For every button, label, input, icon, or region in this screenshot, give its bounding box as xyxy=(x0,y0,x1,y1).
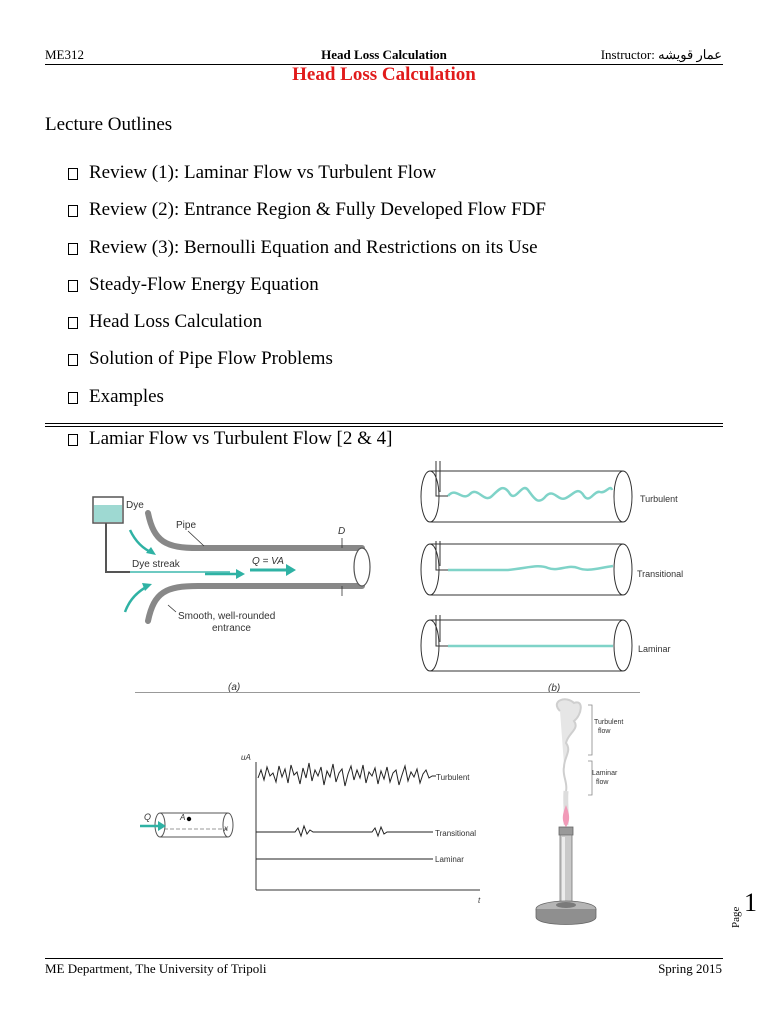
checkbox-icon xyxy=(68,317,78,329)
pipe-leader xyxy=(188,531,204,546)
outline-heading: Lecture Outlines xyxy=(45,114,173,135)
diameter-label: D xyxy=(338,526,346,537)
checkbox-icon xyxy=(68,434,78,446)
checkbox-icon xyxy=(68,168,78,180)
arrowhead-icon xyxy=(286,564,296,576)
reynolds-apparatus-figure xyxy=(90,470,390,695)
laminar-flow-label: Laminar xyxy=(592,770,618,777)
x-label: x xyxy=(224,824,228,833)
page-title: Head Loss Calculation xyxy=(292,64,476,85)
burner-top xyxy=(559,827,573,835)
flow-regimes-figure xyxy=(418,460,708,695)
section-heading-text: Lamiar Flow vs Turbulent Flow [2 & 4] xyxy=(89,428,393,449)
burner-base xyxy=(536,909,596,925)
outline-item-text: Examples xyxy=(89,385,164,407)
turbulent-bracket xyxy=(588,705,592,755)
arrowhead-icon xyxy=(236,569,245,579)
burner-tube xyxy=(560,835,572,903)
transitional-trace xyxy=(256,826,433,836)
laminar-pipe xyxy=(421,615,632,671)
turbulent-trace-label: Turbulent xyxy=(436,773,470,782)
checkbox-icon xyxy=(68,243,78,255)
q-label: Q xyxy=(144,812,152,822)
entrance-label: Smooth, well-rounded xyxy=(178,611,276,622)
transitional-trace-label: Transitional xyxy=(435,829,477,838)
section-heading xyxy=(68,428,392,450)
turbulent-label: Turbulent xyxy=(640,494,678,504)
outline-item-text: Steady-Flow Energy Equation xyxy=(89,273,319,295)
outline-item-text: Review (1): Laminar Flow vs Turbulent Flow xyxy=(89,162,437,183)
course-code: ME312 xyxy=(45,47,84,62)
point-label: A xyxy=(180,813,186,822)
probe-pipe xyxy=(155,813,233,837)
outline-item-text: Head Loss Calculation xyxy=(89,311,263,333)
section-rule xyxy=(45,423,723,424)
outline-item xyxy=(68,199,546,236)
q-equation: Q = VA xyxy=(252,556,284,567)
bunsen-smoke-figure xyxy=(520,695,640,935)
outline-item xyxy=(68,386,546,423)
dye-label: Dye xyxy=(126,500,144,511)
checkbox-icon xyxy=(68,280,78,292)
outline-item xyxy=(68,348,546,385)
laminar-label: Laminar xyxy=(638,644,671,654)
outline-item xyxy=(68,237,546,274)
instructor: Instructor: عمار قويشه xyxy=(600,47,722,62)
outline-list xyxy=(68,162,546,423)
turbulent-flow-label: Turbulent xyxy=(594,719,624,726)
transitional-streak xyxy=(448,566,613,570)
outline-item-text: Review (2): Entrance Region & Fully Developed Flow FDF xyxy=(89,199,546,221)
turbulent-streak xyxy=(448,488,612,501)
transitional-label: Transitional xyxy=(637,569,684,579)
header-title: Head Loss Calculation xyxy=(321,47,447,62)
pipe-label: Pipe xyxy=(176,520,197,531)
footer-term: Spring 2015 xyxy=(658,961,722,976)
dye-tube xyxy=(106,523,130,572)
outline-item xyxy=(68,162,546,199)
outline-item-text: Review (3): Bernoulli Equation and Restrictions on its Use xyxy=(89,236,538,258)
flow-arrow-icon xyxy=(125,586,148,612)
transitional-pipe xyxy=(421,541,632,595)
page-number-value: 1 xyxy=(744,888,757,917)
x-axis-label: t xyxy=(478,896,481,905)
dye-streak-label: Dye streak xyxy=(132,559,180,570)
laminar-flow-label: flow xyxy=(596,779,609,786)
burner-collar xyxy=(556,902,576,908)
checkbox-icon xyxy=(68,392,78,404)
burner-highlight xyxy=(562,837,565,901)
entrance-leader xyxy=(168,605,176,612)
outline-item xyxy=(68,274,546,311)
turbulent-flow-label: flow xyxy=(598,728,611,735)
laminar-trace-label: Laminar xyxy=(435,855,464,864)
turbulent-pipe xyxy=(421,461,632,522)
caption-a: (a) xyxy=(228,682,241,693)
footer-department: ME Department, The University of Tripoli xyxy=(45,961,267,976)
section-rule xyxy=(45,426,723,427)
pipe-end xyxy=(354,548,370,586)
turbulent-trace xyxy=(258,763,432,786)
caption-b: (b) xyxy=(548,683,561,694)
velocity-trace-figure xyxy=(140,748,485,905)
checkbox-icon xyxy=(68,354,78,366)
checkbox-icon xyxy=(68,205,78,217)
page-label: Page xyxy=(730,906,742,928)
turbulent-smoke xyxy=(557,699,581,791)
entrance-label: entrance xyxy=(212,623,251,634)
laminar-bracket xyxy=(588,761,592,795)
y-axis-label: uA xyxy=(241,753,251,762)
outline-item-text: Solution of Pipe Flow Problems xyxy=(89,348,333,370)
page-number xyxy=(728,888,768,948)
footer-rule xyxy=(45,958,723,959)
outline-item xyxy=(68,311,546,348)
figure-divider xyxy=(135,692,640,693)
dye-fill xyxy=(94,505,122,522)
